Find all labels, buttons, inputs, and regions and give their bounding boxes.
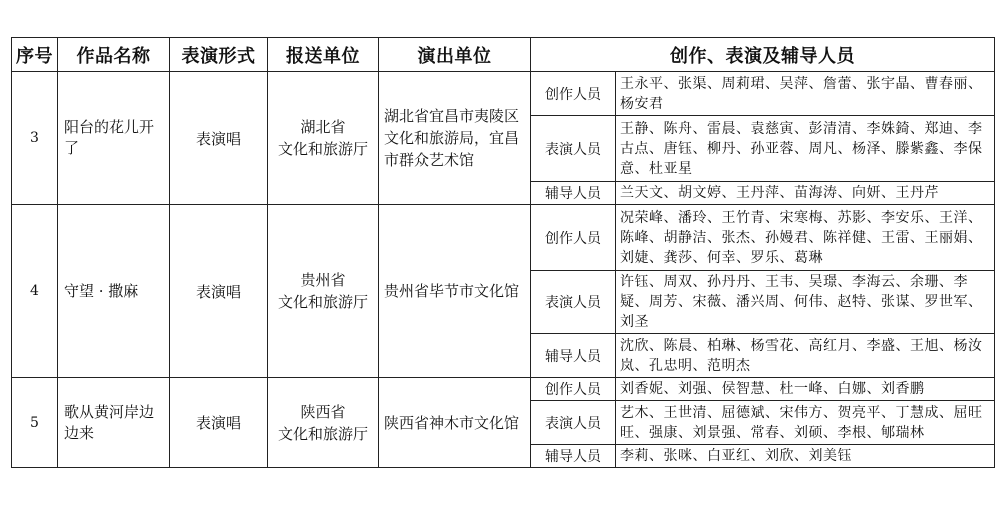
- role-label: 创作人员: [531, 205, 616, 271]
- table-row: [12, 205, 995, 271]
- guides-list: 兰天文、胡文婷、王丹萍、苗海涛、向妍、王丹芹: [616, 182, 995, 205]
- creators-list: 王永平、张渠、周莉珺、吴萍、詹蕾、张宇晶、曹春丽、杨安君: [616, 72, 995, 116]
- submit-unit-line1: 陕西省: [300, 402, 346, 421]
- performers-list: 艺木、王世清、屈德斌、宋伟方、贺亮平、丁慧成、屈旺旺、强康、刘景强、常春、刘硕、李根、郇瑞林: [616, 401, 995, 445]
- row-number: 5: [12, 378, 58, 468]
- role-label: 辅导人员: [531, 334, 616, 378]
- row-number: 4: [12, 205, 58, 378]
- performers-list: 王静、陈舟、雷晨、袁慈寅、彭清清、李姝錡、郑迪、李古点、唐钰、柳丹、孙亚蓉、周凡、杨泽、滕紫鑫、李保意、杜亚星: [616, 116, 995, 182]
- work-title: 阳台的花儿开了: [58, 72, 170, 205]
- header-row: [12, 38, 995, 72]
- guides-list: 李莉、张咪、白亚红、刘欣、刘美钰: [616, 445, 995, 468]
- row-number: 3: [12, 72, 58, 205]
- award-table: [11, 37, 995, 468]
- header-title: 作品名称: [58, 38, 170, 72]
- submit-unit-line1: 湖北省: [300, 118, 346, 136]
- perform-unit: 贵州省毕节市文化馆: [379, 205, 531, 378]
- work-title: 守望 · 撒麻: [58, 205, 170, 378]
- role-label: 表演人员: [531, 271, 616, 334]
- role-label: 表演人员: [531, 401, 616, 445]
- role-label: 辅导人员: [531, 182, 616, 205]
- performance-form: 表演唱: [170, 72, 268, 205]
- submit-unit-line1: 贵州省: [300, 271, 346, 289]
- perform-unit: 陕西省神木市文化馆: [379, 378, 531, 468]
- performers-list: 许钰、周双、孙丹丹、王韦、吴璟、李海云、余珊、李疑、周芳、宋薇、潘兴周、何伟、赵特、张谋、罗世军、刘圣: [616, 271, 995, 334]
- header-staff: 创作、表演及辅导人员: [531, 38, 995, 72]
- role-label: 创作人员: [531, 378, 616, 401]
- perform-unit: 湖北省宜昌市夷陵区文化和旅游局，宜昌市群众艺术馆: [379, 72, 531, 205]
- table-row: [12, 378, 995, 401]
- role-label: 创作人员: [531, 72, 616, 116]
- header-form: 表演形式: [170, 38, 268, 72]
- guides-list: 沈欣、陈晨、柏琳、杨雪花、高红月、李盛、王旭、杨汝岚、孔忠明、范明杰: [616, 334, 995, 378]
- header-perform-unit: 演出单位: [379, 38, 531, 72]
- submit-unit-line2: 文化和旅游厅: [277, 424, 368, 443]
- table-row: [12, 72, 995, 116]
- creators-list: 刘香妮、刘强、侯智慧、杜一峰、白娜、刘香鹏: [616, 378, 995, 401]
- submit-unit-line2: 文化和旅游厅: [277, 293, 368, 311]
- work-title: 歌从黄河岸边边来: [58, 378, 170, 468]
- submit-unit: [268, 205, 379, 378]
- creators-list: 况荣峰、潘玲、王竹青、宋寒梅、苏影、李安乐、王洋、陈峰、胡静洁、张杰、孙嫚君、陈祥健、王雷、王丽娟、刘婕、龚莎、何幸、罗乐、葛琳: [616, 205, 995, 271]
- role-label: 辅导人员: [531, 445, 616, 468]
- submit-unit-line2: 文化和旅游厅: [277, 140, 368, 158]
- role-label: 表演人员: [531, 116, 616, 182]
- performance-form: 表演唱: [170, 378, 268, 468]
- performance-form: 表演唱: [170, 205, 268, 378]
- submit-unit: [268, 72, 379, 205]
- header-submit-unit: 报送单位: [268, 38, 379, 72]
- submit-unit: [268, 378, 379, 468]
- header-no: 序号: [12, 38, 58, 72]
